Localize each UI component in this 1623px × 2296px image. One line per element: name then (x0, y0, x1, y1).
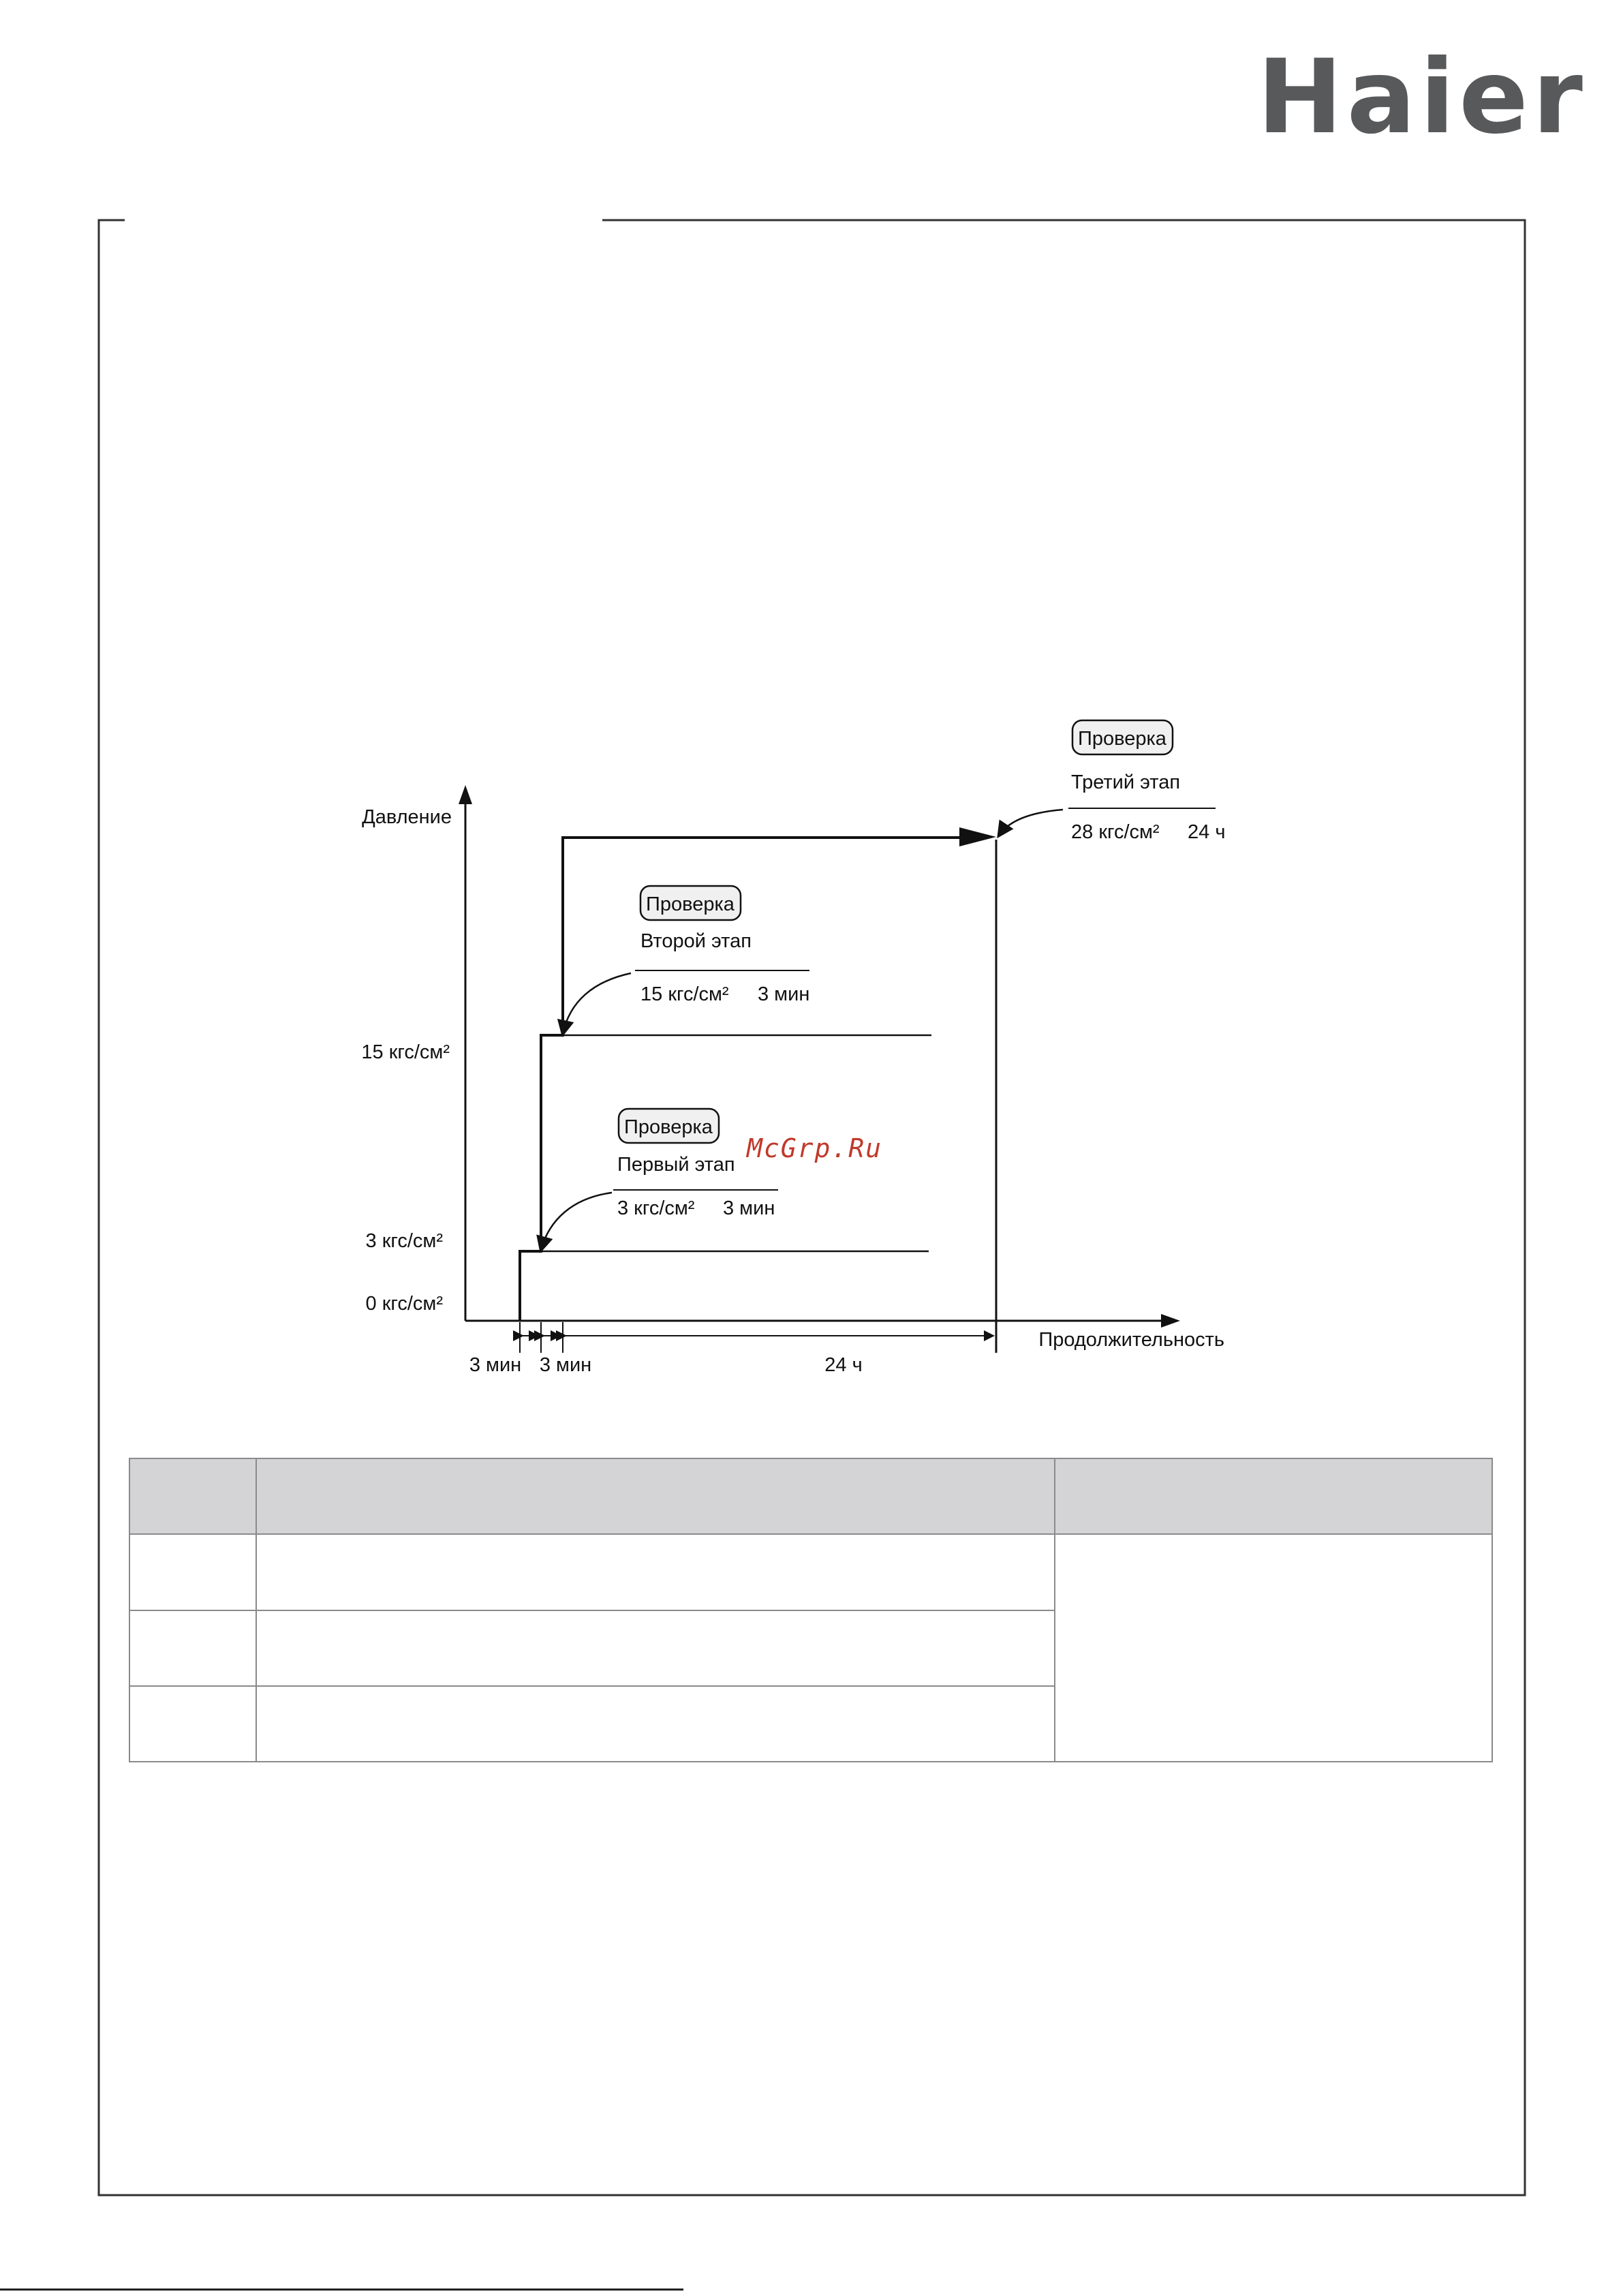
table-cell (129, 1610, 256, 1686)
stage3-pressure: 28 кгс/см² (1071, 821, 1160, 843)
svg-text:Проверка: Проверка (646, 893, 735, 915)
y-axis-label: Давление (362, 806, 452, 828)
table-row (129, 1534, 1492, 1610)
stage1-callout (541, 1109, 778, 1250)
stage3-label: Третий этап (1071, 771, 1181, 793)
stage2-duration: 3 мин (758, 983, 810, 1005)
stage2-label: Второй этап (640, 930, 752, 952)
table-header-cell (129, 1458, 256, 1534)
table-cell (129, 1534, 256, 1610)
stage3-callout (999, 720, 1225, 843)
table-header-cell (1055, 1458, 1492, 1534)
footer-rule (0, 2289, 683, 2291)
y-axis-arrow-icon (459, 785, 472, 804)
stage1-pressure: 3 кгс/см² (617, 1197, 695, 1219)
table-cell (256, 1534, 1055, 1610)
stage2-pressure: 15 кгс/см² (640, 983, 729, 1005)
table-cell (256, 1610, 1055, 1686)
stage1-duration: 3 мин (723, 1197, 775, 1219)
svg-text:Проверка: Проверка (624, 1116, 713, 1138)
table-header-row (129, 1458, 1492, 1534)
table-header-cell (256, 1458, 1055, 1534)
x-interval-1: 3 мин (469, 1354, 522, 1376)
x-interval-2: 3 мин (539, 1354, 592, 1376)
x-interval-3: 24 ч (824, 1354, 863, 1376)
y-tick-3: 3 кгс/см² (365, 1230, 443, 1252)
y-tick-15: 15 кгс/см² (361, 1041, 450, 1063)
specification-table (129, 1458, 1493, 1762)
svg-text:Проверка: Проверка (1078, 728, 1166, 750)
x-axis-arrow-icon (1161, 1314, 1180, 1328)
haier-logo: Haier (1257, 38, 1587, 157)
stage1-label: Первый этап (617, 1154, 735, 1176)
x-axis-label: Продолжительность (1038, 1329, 1224, 1351)
stage3-duration: 24 ч (1188, 821, 1226, 843)
watermark: McGrp.Ru (747, 1133, 883, 1163)
arrow-head-icon (959, 827, 996, 846)
table-cell (129, 1686, 256, 1762)
table-cell (1055, 1534, 1492, 1762)
stage2-callout (563, 886, 809, 1034)
y-tick-0: 0 кгс/см² (365, 1293, 443, 1315)
table-cell (256, 1686, 1055, 1762)
